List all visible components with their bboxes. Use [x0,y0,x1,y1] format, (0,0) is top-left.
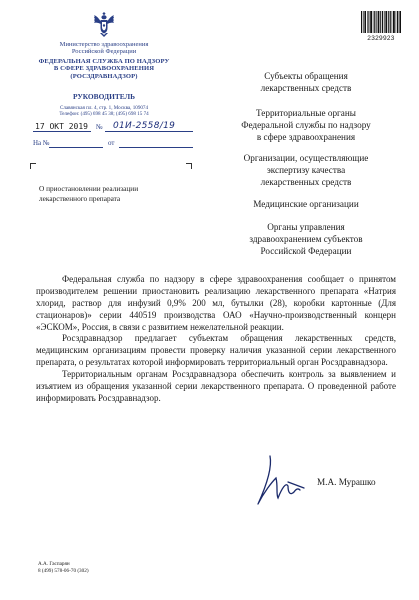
recipient-line: Медицинские организации [253,199,359,209]
reference-line [33,138,193,150]
service-name [20,58,188,80]
outgoing-date-number-line [33,121,193,133]
date-stamp: 17 ОКТ 2019 [35,122,88,131]
recipient-line: экспертизу качества [266,164,346,175]
ministry-line-1: Министерство здравоохранения [59,41,149,48]
corner-mark [186,163,192,169]
executor-phone: 8 (499) 578-06-70 (302) [38,568,89,575]
recipient-item [221,199,391,211]
signatory-name: М.А. Мурашко [317,477,376,487]
recipient-line: Российской Федерации [260,245,352,256]
barcode [361,11,401,33]
ref-from-label: от [108,139,115,147]
ministry-name [20,41,188,56]
recipient-line: лекарственных средств [260,176,352,187]
letter-subject [39,184,189,204]
letter-body [36,274,396,405]
recipient-line: здравоохранением субъектов [249,233,363,244]
service-line-2: В СФЕРЕ ЗДРАВООХРАНЕНИЯ [53,65,155,73]
subject-line-2: лекарственного препарата [39,193,121,203]
recipient-line: Органы управления [267,222,345,232]
recipient-line: Организации, осуществляющие [243,153,369,163]
ministry-line-2: Российской Федерации [71,48,137,56]
body-paragraph-1: Федеральная служба по надзору в сфере здравоохранения сообщает о принятом производителем решении приостановить реализацию лекарственного препарата «Натрия хлорид, раствор для инфузий 0,9% 200 мл, бутылки (28), коробки картонные (Для стационаров)» серии 440519 производства ОАО «Научно-производственный концерн «ЭСКОМ», Россия, в связи с развитием нежелательной реакции. [36,274,396,332]
handwritten-signature-icon [248,452,318,510]
body-paragraph-2: Росздравнадзор предлагает субъектам обращения лекарственных средств, медицинским организациям провести проверку наличия указанной серии лекарственного препарата, о результатах которой информировать территориальный орган Росздравнадзора. [36,333,396,368]
executor-name: А.А. Гаспарян [38,561,70,567]
recipient-line: в сфере здравоохранения [256,131,356,142]
executor-info [38,561,89,575]
role-title: РУКОВОДИТЕЛЬ [73,92,135,101]
coat-of-arms-emblem-icon [91,9,117,39]
recipient-item [221,71,391,95]
outgoing-number: 01И-2558/19 [113,121,176,131]
number-label: № [96,123,103,131]
ref-number-label: На № [33,139,50,147]
body-paragraph-3: Территориальным органам Росздравнадзора обеспечить контроль за выявлением и изъятием из обращения указанной серии лекарственного препарата. О проведенной работе информировать Росздравнадзор. [36,369,396,403]
recipient-item [221,108,391,143]
recipient-line: Территориальные органы [256,108,356,118]
recipient-line: лекарственных средств [260,82,352,93]
phone-line: Телефон: (495) 698 45 38; (495) 698 15 74 [59,110,149,117]
recipient-item [221,153,391,188]
barcode-number: 2329923 [367,35,395,42]
corner-mark [30,163,36,169]
service-line-3: (РОСЗДРАВНАДЗОР) [70,72,138,80]
address-block [20,106,188,117]
service-line-1: ФЕДЕРАЛЬНАЯ СЛУЖБА ПО НАДЗОРУ [38,58,170,65]
recipient-item [221,222,391,257]
recipient-line: Федеральной службы по надзору [241,119,371,130]
recipient-line: Субъекты обращения [264,71,348,81]
address-line: Славянская пл. 4, стр. 1, Москва, 109074 [59,105,149,111]
subject-line-1: О приостановлении реализации [39,184,139,193]
